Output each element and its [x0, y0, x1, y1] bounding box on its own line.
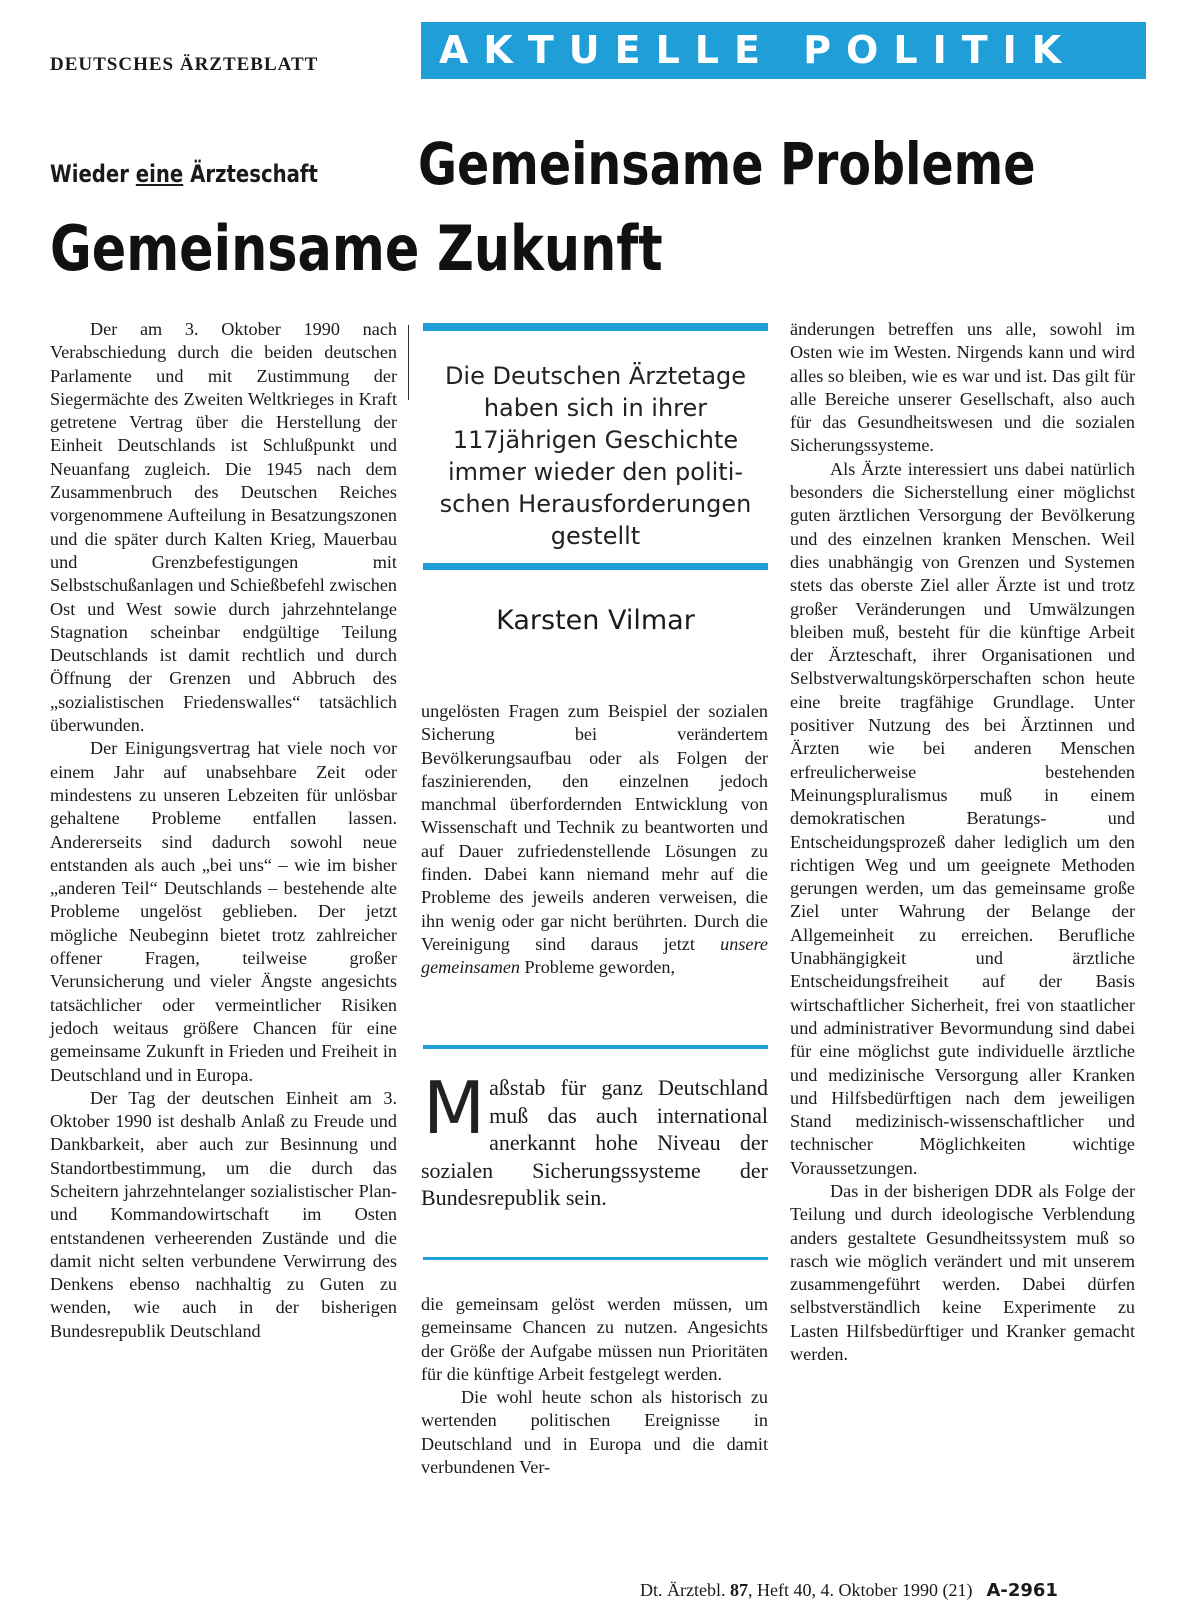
headline-line2: Gemeinsame Zukunft — [50, 212, 663, 285]
text-run: ungelösten Fragen zum Beispiel der sozialen Sicherung bei verändertem Bevölkerungsaufbau oder als Folgen der faszinierenden, den einzelnen jedoch manchmal überfordernden Entwicklung von Wissenschaft und Technik zu beantworten und auf Dauer zufriedenstellende Lösungen zu finden. Dabei kann niemand mehr auf die Probleme des jeweils anderen verweisen, die ihn wenig oder gar nicht berührten. Durch die Vereinigung sind daraus jetzt — [421, 701, 768, 954]
kicker-after: Ärzteschaft — [183, 160, 318, 188]
headline-line1: Gemeinsame Probleme — [418, 130, 1036, 198]
accent-rule — [423, 1045, 768, 1049]
paragraph: die gemeinsam gelöst werden müssen, um gemeinsame Chancen zu nutzen. Angesichts der Größe der Aufgabe müssen nun Prioritäten für die künftige Arbeit festgelegt werden. — [421, 1294, 768, 1384]
paragraph: Der am 3. Oktober 1990 nach Verabschiedung durch die beiden deutschen Parlamente und mit Zustimmung der Siegermächte des Zweiten Weltkrieges in Kraft getretene Vertrag über die Herstellung der Einheit Deutschlands ist Schlußpunkt und Neuanfang zugleich. Die 1945 nach dem Zusammenbruch des Deutschen Reiches vorgenommene Aufteilung in Besatzungszonen und die später durch Kalten Krieg, Mauerbau und Grenzbefestigungen mit Selbstschußanlagen und Schießbefehl zwischen Ost und West sowie durch jahrzehntelange Stagnation scheinbar endgültige Teilung Deutschlands ist damit rechtlich und durch Öffnung der Grenzen und Abbruch des „sozialistischen Friedenswalles“ tatsächlich überwunden. — [50, 319, 397, 736]
drop-cap: M — [423, 1066, 486, 1150]
column-1 — [50, 318, 397, 1343]
author-byline: Karsten Vilmar — [496, 605, 695, 636]
paragraph: Der Einigungsvertrag hat viele noch vor einem Jahr auf unabsehbare Zeit oder mindestens zu unseren Lebzeiten für unlösbar gehaltene Probleme entfallen lassen. Andererseits sind dadurch sowohl neue entstanden als auch „bei uns“ – wie im bisher „anderen Teil“ Deutschlands – bestehende alte Probleme ungelöst geblieben. Der jetzt mögliche Neubeginn bietet trotz zahlreicher offener Fragen, teilweise großer Verunsicherung und vieler Ängste angesichts tatsächlicher oder vermeintlicher Risiken jedoch weitaus größere Chancen für eine gemeinsame Zukunft in Frieden und Freiheit in Deutschland und in Europa. — [50, 738, 397, 1085]
text-run: Probleme geworden, — [520, 957, 676, 978]
paragraph: Der Tag der deutschen Einheit am 3. Oktober 1990 ist deshalb Anlaß zu Freude und Dankbarkeit, aber auch zur Besinnung und Standortbestimmung, um die durch das Scheitern jahrzehntelanger sozialistischer Plan- und Kommandowirtschaft im Osten entstandenen verheerenden Zustände und die damit nicht selten verbundene Verwirrung des Denkens ebenso nachhaltig zu Guten zu wenden, wie auch in der bisherigen Bundesrepublik Deutschland — [50, 1087, 397, 1341]
paragraph — [421, 700, 768, 980]
page-footer — [640, 1580, 1058, 1601]
paragraph: Das in der bisherigen DDR als Folge der Teilung und durch ideologische Verblendung anders gestaltete Gesundheitssystem muß so rasch wie möglich verändert und mit unserem zusammengeführt werden. Dabei dürfen selbstverständlich keine Experimente zu Lasten Hilfsbedürftiger und Kranker gemacht werden. — [790, 1180, 1135, 1365]
masthead: DEUTSCHES ÄRZTEBLATT — [50, 54, 319, 75]
pull-quote — [421, 1066, 768, 1212]
paragraph: Die wohl heute schon als historisch zu wertenden politischen Ereignisse in Deutschland und in Europa und die damit verbundenen Ver- — [421, 1387, 768, 1478]
pull-quote-text: aßstab für ganz Deutschland muß das auch international anerkannt hohe Niveau der sozialen Sicherungssysteme der Bundesrepublik sein. — [421, 1075, 768, 1210]
paragraph: Als Ärzte interessiert uns dabei natürlich besonders die Sicherstellung einer möglichst guten ärztlichen Versorgung der Bevölkerung und des einzelnen kranken Menschen. Weil dies unabhängig von Grenzen und Systemen stets das oberste Ziel aller Ärzte ist und trotz großer Veränderungen und Umwälzungen bleiben muß, besteht für die künftige Arbeit der Ärzteschaft, ihrer Organisationen und Selbstverwaltungskörperschaften schon heute eine breite tragfähige Grundlage. Unter positiver Nutzung des bei Ärztinnen und Ärzten wie bei anderen Menschen erfreulicherweise bestehenden Meinungspluralismus muß in einem demokratischen Beratungs- und Entscheidungsprozeß daher lediglich um den richtigen Weg und um geeignete Methoden gerungen werden, um das gemeinsame große Ziel unter Wahrung der Belange der Allgemeinheit zu erreichen. Berufliche Unabhängigkeit und ärztliche Entscheidungsfreiheit auf der Basis wirtschaftlicher Sicherheit, frei von staatlicher und administrativer Bevormundung sind dabei für eine möglichst gute individuelle ärztliche und medizinische Versorgung aller Kranken und Hilfsbedürftigen nach dem jeweiligen Stand medizinisch-wissenschaftlicher und technischer Möglichkeiten wichtige Voraussetzungen. — [790, 458, 1135, 1178]
volume: 87 — [729, 1580, 748, 1600]
kicker-underlined: eine — [135, 160, 184, 188]
accent-rule — [423, 323, 768, 331]
column-2-top — [421, 700, 768, 980]
accent-rule — [423, 563, 768, 570]
teaser: Die Deutschen Ärztetage haben sich in ihrer 117jährigen Geschichte immer wieder den politi-schen Herausforderungen gestellt — [439, 362, 752, 550]
column-3 — [790, 318, 1135, 1366]
emphasis: unsere gemeinsamen — [421, 933, 768, 978]
issue-info: , Heft 40, 4. Oktober 1990 (21) — [747, 1580, 973, 1600]
page-number: A-2961 — [986, 1580, 1058, 1601]
section-rubric: AKTUELLE POLITIK — [421, 22, 1146, 79]
accent-rule — [423, 1257, 768, 1260]
column-divider — [408, 325, 409, 400]
kicker — [50, 160, 318, 188]
column-2-bottom — [421, 1293, 768, 1479]
paragraph: änderungen betreffen uns alle, sowohl im Osten wie im Westen. Nirgends kann und wird alles so bleiben, wie es war und ist. Das gilt für alle Bereiche unserer Gesellschaft, also auch für das Gesundheitswesen und die sozialen Sicherungssysteme. — [790, 319, 1135, 456]
journal-name: Dt. Ärztebl. — [640, 1580, 730, 1600]
kicker-before: Wieder — [50, 160, 136, 188]
